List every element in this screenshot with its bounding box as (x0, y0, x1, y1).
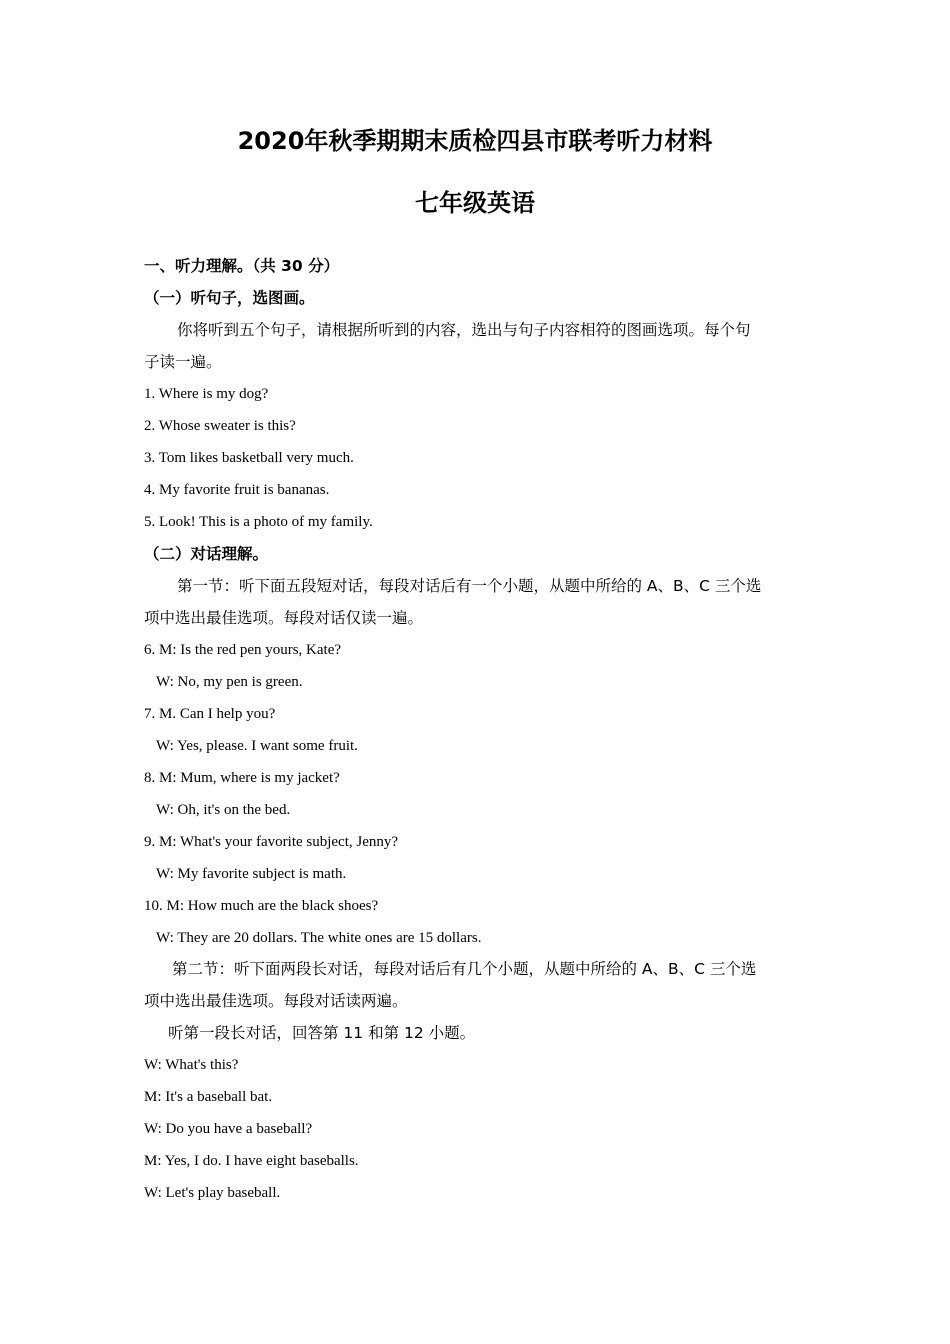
sub1-instruction-line1: 第一节：听下面五段短对话，每段对话后有一个小题，从题中所给的 A、B、C 三个选 (177, 577, 762, 595)
sub1-instruction-line2: 项中选出最佳选项。每段对话仅读一遍。 (144, 609, 424, 627)
long-dialogue-line: W: What's this? (144, 1057, 239, 1073)
sentence-item: 3. Tom likes basketball very much. (144, 450, 354, 466)
sentence-item: 5. Look! This is a photo of my family. (144, 514, 373, 530)
long-dialogue-line: W: Let's play baseball. (144, 1185, 281, 1201)
long-dialogue-intro: 听第一段长对话，回答第 11 和第 12 小题。 (168, 1024, 476, 1042)
part2-heading: （二）对话理解。 (144, 545, 269, 563)
sub2-instruction-line1: 第二节：听下面两段长对话，每段对话后有几个小题，从题中所给的 A、B、C 三个选 (172, 960, 757, 978)
dialogue-question: 6. M: Is the red pen yours, Kate? (144, 642, 342, 658)
dialogue-question: 8. M: Mum, where is my jacket? (144, 770, 340, 786)
part1-instruction-line1: 你将听到五个句子，请根据所听到的内容，选出与句子内容相符的图画选项。每个句 (177, 321, 751, 339)
dialogue-answer: W: Oh, it's on the bed. (156, 802, 291, 818)
section-heading: 一、听力理解。（共 30 分） (144, 257, 340, 275)
dialogue-question: 7. M. Can I help you? (144, 706, 276, 722)
sentence-item: 2. Whose sweater is this? (144, 418, 296, 434)
dialogue-answer: W: My favorite subject is math. (156, 866, 347, 882)
long-dialogue-line: M: Yes, I do. I have eight baseballs. (144, 1153, 359, 1169)
dialogue-answer: W: No, my pen is green. (156, 674, 303, 690)
dialogue-answer: W: They are 20 dollars. The white ones are 15 dollars. (156, 930, 482, 946)
part1-heading: （一）听句子，选图画。 (144, 289, 315, 307)
dialogue-question: 9. M: What's your favorite subject, Jenny? (144, 834, 399, 850)
part1-instruction-line2: 子读一遍。 (144, 353, 222, 371)
sub2-instruction-line2: 项中选出最佳选项。每段对话读两遍。 (144, 992, 408, 1010)
sentence-item: 1. Where is my dog? (144, 386, 269, 402)
document-subtitle: 七年级英语 (415, 189, 535, 217)
long-dialogue-line: M: It's a baseball bat. (144, 1089, 273, 1105)
sentence-item: 4. My favorite fruit is bananas. (144, 482, 330, 498)
dialogue-question: 10. M: How much are the black shoes? (144, 898, 379, 914)
dialogue-answer: W: Yes, please. I want some fruit. (156, 738, 358, 754)
document-title: 2020年秋季期期末质检四县市联考听力材料 (237, 127, 713, 155)
long-dialogue-line: W: Do you have a baseball? (144, 1121, 313, 1137)
